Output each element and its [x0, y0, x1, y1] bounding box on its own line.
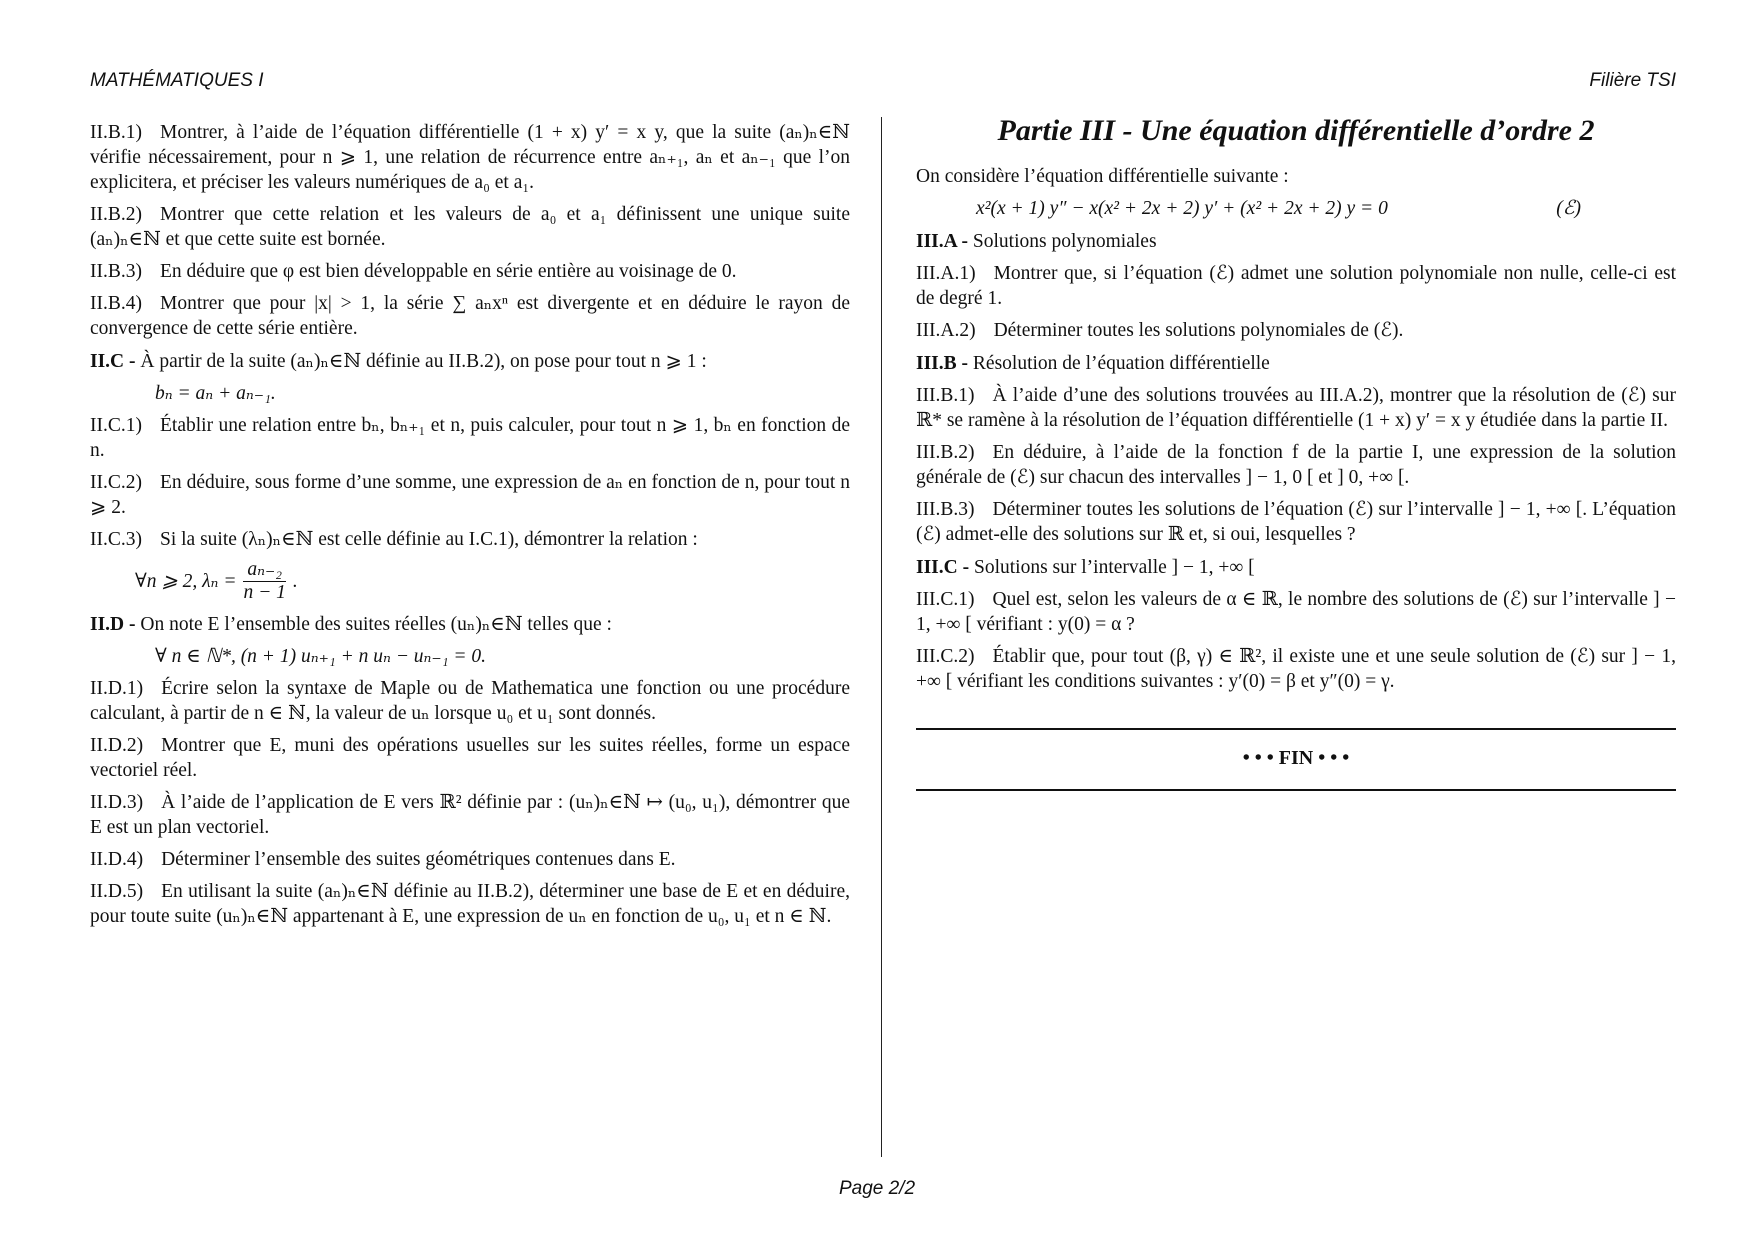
question-text: Établir que, pour tout (β, γ) ∈ ℝ², il existe une et une seule solution de (ℰ) sur ] − 1, +∞ [ vérifiant les conditions suivantes : y′(0) = β et y″(0) = γ. — [916, 646, 1676, 692]
question-IIIB3 — [916, 497, 1676, 547]
question-number: III.B.1) — [916, 385, 975, 406]
question-text: Déterminer l’ensemble des suites géométriques contenues dans E. — [161, 849, 676, 870]
question-IIIB1 — [916, 383, 1676, 433]
section-IIIB — [916, 351, 1676, 376]
question-IIIA1 — [916, 261, 1676, 311]
page-number: Page 2/2 — [838, 1178, 916, 1199]
question-IIC3 — [90, 527, 850, 552]
question-number: III.A.1) — [916, 263, 976, 284]
section-text: On note E l’ensemble des suites réelles (uₙ)ₙ∈ℕ telles que : — [140, 614, 612, 635]
question-text: En déduire, sous forme d’une somme, une expression de aₙ en fonction de n, pour tout n ⩾ 2. — [90, 472, 850, 518]
question-IIC2 — [90, 470, 850, 520]
section-label: II.D - — [90, 614, 136, 635]
intro-text: On considère l’équation différentielle suivante : — [916, 166, 1289, 187]
section-label: III.B - — [916, 353, 969, 374]
section-text: Résolution de l’équation différentielle — [972, 353, 1270, 374]
question-text: Déterminer toutes les solutions de l’équation (ℰ) sur l’intervalle ] − 1, +∞ [. L’équation (ℰ) admet-elle des solutions sur ℝ et, si oui, lesquelles ? — [916, 499, 1676, 545]
question-text: Montrer que cette relation et les valeurs de a₀ et a₁ définissent une unique suite (aₙ)ₙ∈ℕ et que cette suite est bornée. — [90, 204, 850, 250]
equation-lhs: ∀n ⩾ 2, λₙ = — [135, 571, 237, 592]
question-number: II.B.3) — [90, 261, 142, 282]
question-number: II.B.1) — [90, 122, 142, 143]
question-text: Montrer que E, muni des opérations usuelles sur les suites réelles, forme un espace vectoriel réel. — [90, 735, 850, 781]
section-label: III.A - — [916, 231, 969, 252]
section-text: À partir de la suite (aₙ)ₙ∈ℕ définie au II.B.2), on pose pour tout n ⩾ 1 : — [140, 351, 707, 372]
question-IIB3 — [90, 259, 850, 284]
question-number: II.C.3) — [90, 529, 142, 550]
question-number: II.B.2) — [90, 204, 142, 225]
question-text: Montrer que pour |x| > 1, la série ∑ aₙxⁿ est divergente et en déduire le rayon de convergence de cette série entière. — [90, 293, 850, 339]
question-IID5 — [90, 879, 850, 929]
question-IIIC1 — [916, 587, 1676, 637]
question-number: II.C.2) — [90, 472, 142, 493]
question-number: II.B.4) — [90, 293, 142, 314]
header-track: Filière TSI — [1589, 70, 1676, 91]
part-title: Partie III - Une équation différentielle d’ordre 2 — [997, 114, 1595, 147]
question-number: II.D.5) — [90, 881, 144, 902]
question-text: À l’aide de l’application de E vers ℝ² définie par : (uₙ)ₙ∈ℕ ↦ (u₀, u₁), démontrer que E est un plan vectoriel. — [90, 792, 850, 838]
question-text: Quel est, selon les valeurs de α ∈ ℝ, le nombre des solutions de (ℰ) sur l’intervalle ] − 1, +∞ [ vérifiant : y(0) = α ? — [916, 589, 1676, 635]
equation-lambda — [135, 559, 850, 604]
question-IIB1 — [90, 120, 850, 195]
question-IIIC2 — [916, 644, 1676, 694]
fin-rule-bottom — [916, 789, 1676, 791]
question-text: En déduire, à l’aide de la fonction f de la partie I, une expression de la solution générale de (ℰ) sur chacun des intervalles ] − 1, 0 [ et ] 0, +∞ [. — [916, 442, 1676, 488]
header-subject: MATHÉMATIQUES I — [90, 70, 264, 91]
question-IID3 — [90, 790, 850, 840]
left-column — [90, 120, 850, 936]
question-IIB2 — [90, 202, 850, 252]
equation-bn: bₙ = aₙ + aₙ₋₁. — [155, 383, 276, 404]
equation-fraction — [240, 559, 290, 604]
question-text: Écrire selon la syntaxe de Maple ou de Mathematica une fonction ou une procédure calculant, à partir de n ∈ ℕ, la valeur de uₙ lorsque u₀ et u₁ sont donnés. — [90, 678, 850, 724]
question-number: III.A.2) — [916, 320, 976, 341]
section-label: II.C - — [90, 351, 136, 372]
question-IIB4 — [90, 291, 850, 341]
question-text: En déduire que φ est bien développable en série entière au voisinage de 0. — [160, 261, 737, 282]
section-text: Solutions sur l’intervalle ] − 1, +∞ [ — [973, 557, 1255, 578]
question-text: Montrer que, si l’équation (ℰ) admet une solution polynomiale non nulle, celle-ci est de degré 1. — [916, 263, 1676, 309]
question-IIIA2 — [916, 318, 1676, 343]
question-number: III.B.3) — [916, 499, 975, 520]
fraction-numerator: aₙ₋₂ — [243, 559, 286, 582]
right-column — [916, 112, 1676, 791]
question-text: Si la suite (λₙ)ₙ∈ℕ est celle définie au I.C.1), démontrer la relation : — [160, 529, 698, 550]
section-text: Solutions polynomiales — [972, 231, 1157, 252]
fin-mark: • • • FIN • • • — [1242, 747, 1350, 769]
question-number: III.C.1) — [916, 589, 975, 610]
question-IID1 — [90, 676, 850, 726]
question-text: Déterminer toutes les solutions polynomiales de (ℰ). — [993, 320, 1404, 341]
fin-block — [916, 728, 1676, 791]
question-IIC1 — [90, 413, 850, 463]
question-IID4 — [90, 847, 850, 872]
question-number: II.D.1) — [90, 678, 144, 699]
question-text: À l’aide d’une des solutions trouvées au III.A.2), montrer que la résolution de (ℰ) sur ℝ* se ramène à la résolution de l’équation différentielle (1 + x) y′ = x y étudiée dans la partie II. — [916, 385, 1676, 431]
question-number: II.D.2) — [90, 735, 144, 756]
section-label: III.C - — [916, 557, 970, 578]
section-IIC — [90, 349, 850, 374]
main-equation — [976, 196, 1581, 221]
question-number: II.C.1) — [90, 415, 142, 436]
section-IIIA — [916, 229, 1676, 254]
question-IID2 — [90, 733, 850, 783]
question-text: Établir une relation entre bₙ, bₙ₊₁ et n, puis calculer, pour tout n ⩾ 1, bₙ en fonction de n. — [90, 415, 850, 461]
column-divider — [881, 117, 882, 1157]
section-IIIC — [916, 555, 1676, 580]
question-text: Montrer, à l’aide de l’équation différentielle (1 + x) y′ = x y, que la suite (aₙ)ₙ∈ℕ vérifie nécessairement, pour n ⩾ 1, une relation de récurrence entre aₙ₊₁, aₙ et aₙ₋₁ que l’on explicitera, et préciser les valeurs numériques de a₀ et a₁. — [90, 122, 850, 193]
question-number: II.D.4) — [90, 849, 144, 870]
section-IID — [90, 612, 850, 637]
question-text: En utilisant la suite (aₙ)ₙ∈ℕ définie au II.B.2), déterminer une base de E et en déduire, pour toute suite (uₙ)ₙ∈ℕ appartenant à E, une expression de uₙ en fonction de u₀, u₁ et n ∈ ℕ. — [90, 881, 850, 927]
main-equation-tag: (ℰ) — [1556, 198, 1581, 219]
question-number: III.C.2) — [916, 646, 975, 667]
equation-end: . — [292, 571, 298, 592]
question-number: II.D.3) — [90, 792, 144, 813]
equation-recurrence: ∀ n ∈ ℕ*, (n + 1) uₙ₊₁ + n uₙ − uₙ₋₁ = 0. — [155, 646, 487, 667]
main-equation-body: x²(x + 1) y″ − x(x² + 2x + 2) y′ + (x² + 2x + 2) y = 0 — [976, 198, 1388, 219]
fraction-denominator: n − 1 — [243, 582, 286, 603]
question-number: III.B.2) — [916, 442, 975, 463]
question-IIIB2 — [916, 440, 1676, 490]
